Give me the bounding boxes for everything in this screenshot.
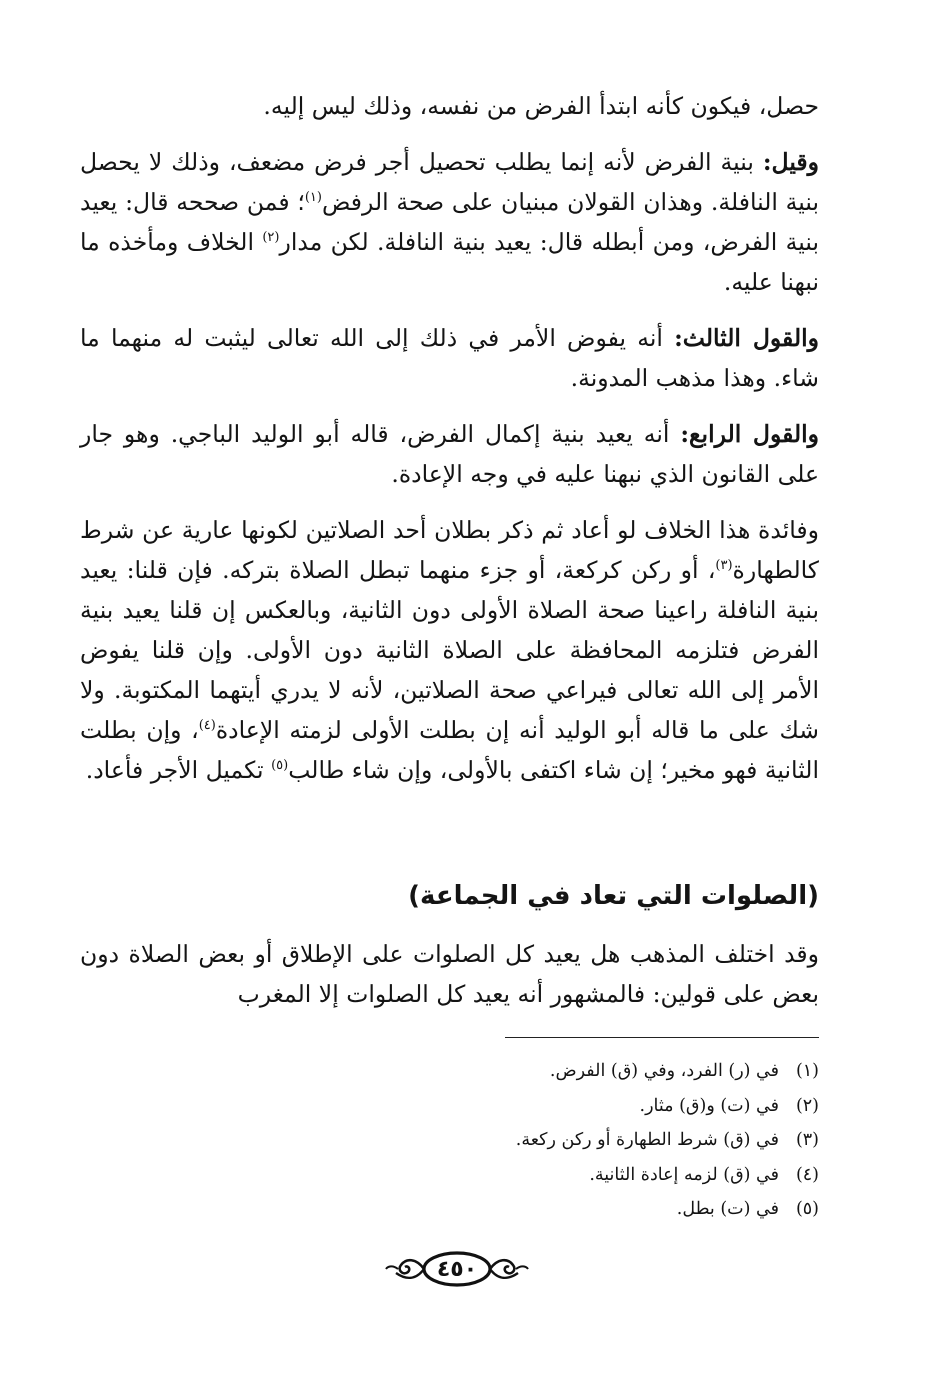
paragraph-text: وفائدة هذا الخلاف لو أعاد ثم ذكر بطلان أحد الصلاتين لكونها عارية عن شرط كالطهارة	[80, 516, 819, 584]
footnote-number: (٤)	[795, 1164, 819, 1185]
footnote-reference: (١)	[304, 190, 322, 205]
footnote-reference: (٥)	[271, 758, 289, 773]
section-heading: (الصلوات التي تعاد في الجماعة)	[408, 881, 819, 911]
paragraph-text: ، وإن بطلت الثانية فهو مخير؛ إن شاء اكتفى بالأولى، وإن شاء طالب	[80, 716, 819, 784]
footnote-divider	[505, 1037, 819, 1038]
footnote-text: في (ر) الفرد، وفي (ق) الفرض.	[549, 1061, 779, 1081]
body-paragraph	[80, 414, 819, 494]
paragraph-lead: وقيل:	[762, 148, 819, 176]
footnote-item	[516, 1192, 819, 1227]
footnote-item	[516, 1158, 819, 1193]
paragraph-text: ، أو ركن كركعة، أو جزء منهما تبطل الصلاة بتركه. فإن قلنا: يعيد بنية النافلة راعينا صحة الصلاة الأولى دون الثانية، وبالعكس إن قلنا يعيد بنية الفرض فتلزمه المحافظة على الصلاة الثانية دون الأولى. وإن قلنا يفوض الأمر إلى الله تعالى فيراعي صحة الصلاتين، لأنه لا يدري أيتهما المكتوبة. ولا شك على ما قاله أبو الوليد أنه إن بطلت الأولى لزمته الإعادة	[80, 556, 819, 744]
body-paragraph	[80, 318, 819, 398]
footnote-number: (٢)	[795, 1095, 819, 1116]
body-paragraph	[80, 86, 819, 126]
paragraph-text: حصل، فيكون كأنه ابتدأ الفرض من نفسه، وذلك ليس إليه.	[263, 92, 819, 120]
paragraph-text: بنية الفرض لأنه إنما يطلب تحصيل أجر فرض مضعف، وذلك لا يحصل بنية النافلة. وهذان القولان مبنيان على صحة الرفض	[80, 148, 819, 216]
body-text	[80, 86, 819, 790]
continuation-paragraph: وقد اختلف المذهب هل يعيد كل الصلوات على الإطلاق أو بعض الصلاة دون بعض على قولين: فالمشهور أنه يعيد كل الصلوات إلا المغرب	[80, 940, 819, 1008]
body-paragraph	[80, 142, 819, 302]
footnotes-list	[516, 1054, 819, 1227]
paragraph-lead: والقول الرابع:	[680, 420, 820, 448]
body-paragraph	[80, 510, 819, 790]
footnote-reference: (٣)	[715, 558, 733, 573]
footnote-text: في (ق) لزمه إعادة الثانية.	[589, 1164, 779, 1185]
footnote-reference: (٤)	[198, 718, 216, 733]
footnote-item	[516, 1123, 819, 1158]
paragraph-text: ؛ فمن صححه قال: يعيد بنية الفرض، ومن أبطله قال: يعيد بنية النافلة. لكن مدار	[80, 188, 819, 256]
footnote-text: في (ق) شرط الطهارة أو ركن ركعة.	[515, 1130, 779, 1151]
paragraph-text: الخلاف ومأخذه ما نبهنا عليه.	[80, 228, 819, 296]
footnote-item	[516, 1089, 819, 1124]
footnote-number: (٥)	[795, 1199, 819, 1220]
paragraph-text: أنه يفوض الأمر في ذلك إلى الله تعالى ليثبت له منهما ما شاء. وهذا مذهب المدونة.	[80, 324, 819, 392]
footnote-number: (١)	[795, 1061, 819, 1081]
footnote-text: في (ت) و(ق) مثار.	[639, 1095, 779, 1116]
paragraph-text: تكميل الأجر فأعاد.	[85, 756, 272, 784]
footnote-text: في (ت) بطل.	[676, 1199, 779, 1220]
footnote-number: (٣)	[795, 1130, 819, 1151]
paragraph-text: أنه يعيد بنية إكمال الفرض، قاله أبو الوليد الباجي. وهو جار على القانون الذي نبهنا عليه في وجه الإعادة.	[80, 420, 819, 488]
page-number: ٤٥٠	[436, 1256, 478, 1282]
continuation-block	[80, 934, 819, 1014]
paragraph-lead: والقول الثالث:	[674, 324, 819, 352]
page-number-ornament	[384, 1247, 530, 1291]
footnote-item	[516, 1054, 819, 1089]
footnote-reference: (٢)	[262, 230, 280, 245]
